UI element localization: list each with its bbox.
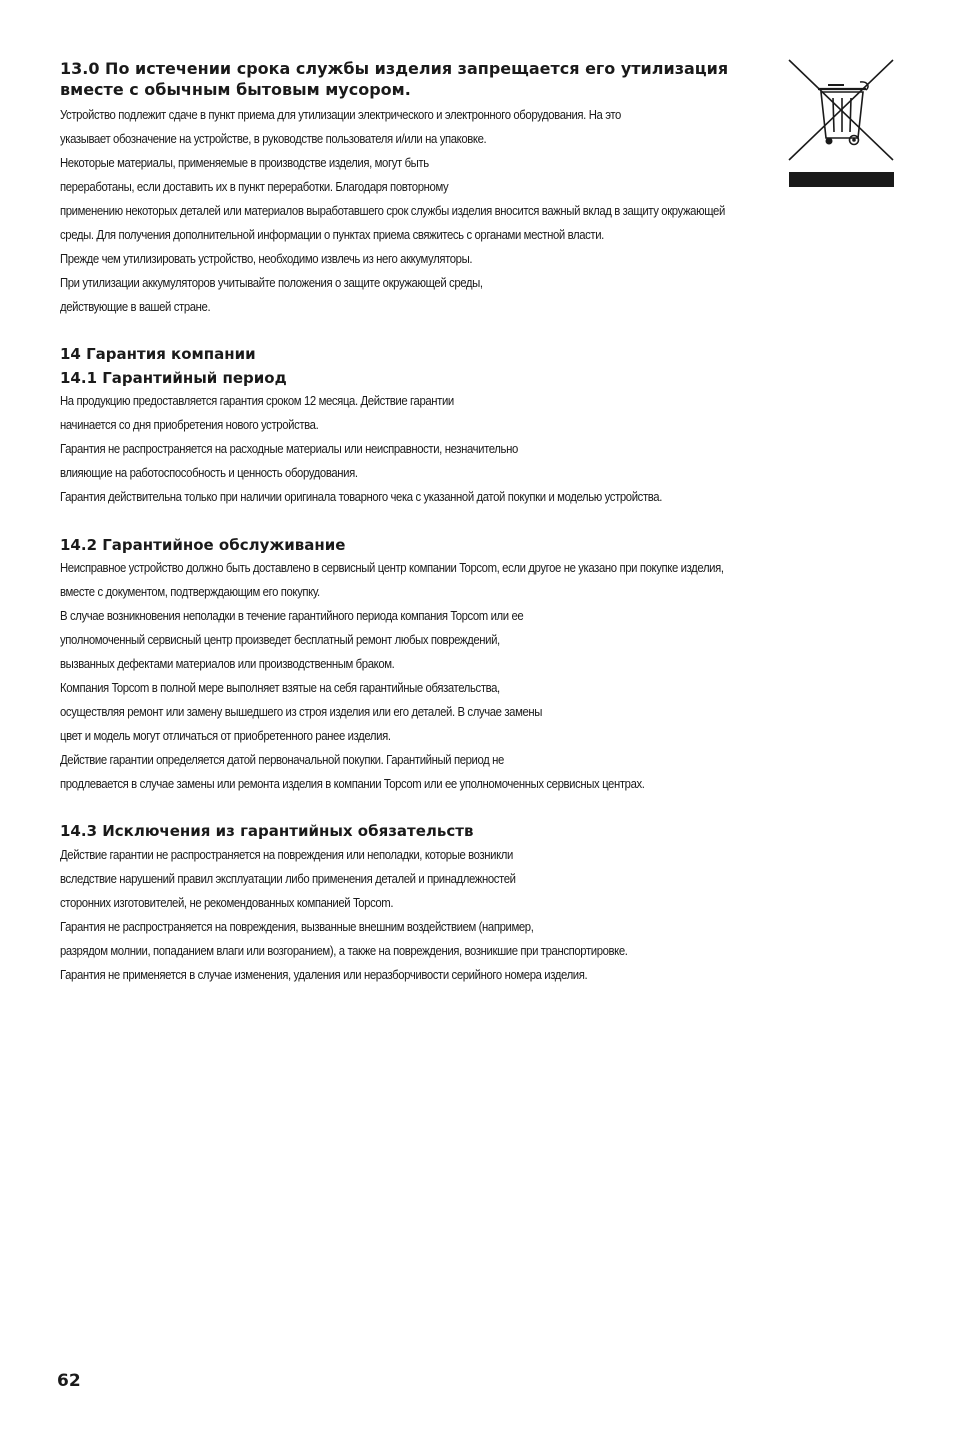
text-line: Некоторые материалы, применяемые в производстве изделия, могут быть [60, 155, 429, 170]
section-13-heading: 13.0 По истечении срока службы изделия запрещается его утилизация вместе с обычным бытовым мусором. [60, 59, 729, 99]
text-line: Гарантия не распространяется на расходные материалы или неисправности, незначительно [60, 441, 518, 456]
text-line: При утилизации аккумуляторов учитывайте положения о защите окружающей среды, [60, 275, 483, 290]
section-14-1-body [60, 389, 760, 509]
text-line: Устройство подлежит сдаче в пункт приема для утилизации электрического и электронного оборудования. На это [60, 107, 621, 122]
text-line: начинается со дня приобретения нового устройства. [60, 417, 319, 432]
text-line: Гарантия не применяется в случае изменения, удаления или неразборчивости серийного номера изделия. [60, 967, 588, 982]
text-line: Компания Topcom в полной мере выполняет взятые на себя гарантийные обязательства, [60, 680, 500, 695]
text-line: Гарантия не распространяется на повреждения, вызванные внешним воздействием (например, [60, 919, 534, 934]
text-line: переработаны, если доставить их в пункт переработки. Благодаря повторному [60, 179, 449, 194]
text-line: На продукцию предоставляется гарантия сроком 12 месяца. Действие гарантии [60, 393, 454, 408]
text-line: указывает обозначение на устройстве, в руководстве пользователя и/или на упаковке. [60, 131, 487, 146]
text-line: сторонних изготовителей, не рекомендованных компанией Topcom. [60, 895, 394, 910]
text-line: среды. Для получения дополнительной информации о пунктах приема свяжитесь с органами местной власти. [60, 227, 604, 242]
page-number: 62 [57, 1371, 81, 1391]
text-line: Неисправное устройство должно быть доставлено в сервисный центр компании Topcom, если другое не указано при покупке изделия, [60, 560, 724, 575]
text-line: вызванных дефектами материалов или производственным браком. [60, 656, 395, 671]
text-line: Гарантия действительна только при наличии оригинала товарного чека с указанной датой покупки и моделью устройства. [60, 489, 662, 504]
text-line: вместе с документом, подтверждающим его покупку. [60, 584, 320, 599]
text-line: влияющие на работоспособность и ценность оборудования. [60, 465, 358, 480]
section-14-2-heading: 14.2 Гарантийное обслуживание [60, 536, 346, 554]
text-line: Действие гарантии не распространяется на повреждения или неполадки, которые возникли [60, 847, 513, 862]
crossed-out-wheelie-bin-icon [788, 58, 894, 188]
text-line: применению некоторых деталей или материалов выработавшего срок службы изделия вносится важный вклад в защиту окружающей [60, 203, 725, 218]
text-line: цвет и модель могут отличаться от приобретенного ранее изделия. [60, 728, 391, 743]
text-line: В случае возникновения неполадки в течение гарантийного периода компания Topcom или ее [60, 608, 524, 623]
section-14-3-body [60, 843, 720, 987]
section-14-2-body [60, 556, 832, 796]
text-line: осуществляя ремонт или замену вышедшего из строя изделия или его деталей. В случае замены [60, 704, 543, 719]
section-14-heading: 14 Гарантия компании [60, 345, 256, 363]
section-14-3-heading: 14.3 Исключения из гарантийных обязательств [60, 822, 474, 840]
text-line: Действие гарантии определяется датой первоначальной покупки. Гарантийный период не [60, 752, 504, 767]
text-line: разрядом молнии, попаданием влаги или возгоранием), а также на повреждения, возникшие при транспортировке. [60, 943, 628, 958]
section-13-body [60, 103, 833, 319]
text-line: действующие в вашей стране. [60, 299, 211, 314]
section-14-1-heading: 14.1 Гарантийный период [60, 369, 287, 387]
text-line: продлевается в случае замены или ремонта изделия в компании Topcom или ее уполномоченных сервисных центрах. [60, 776, 645, 791]
text-line: вследствие нарушений правил эксплуатации либо применения деталей и принадлежностей [60, 871, 516, 886]
text-line: уполномоченный сервисный центр произведет бесплатный ремонт любых повреждений, [60, 632, 500, 647]
text-line: Прежде чем утилизировать устройство, необходимо извлечь из него аккумуляторы. [60, 251, 473, 266]
